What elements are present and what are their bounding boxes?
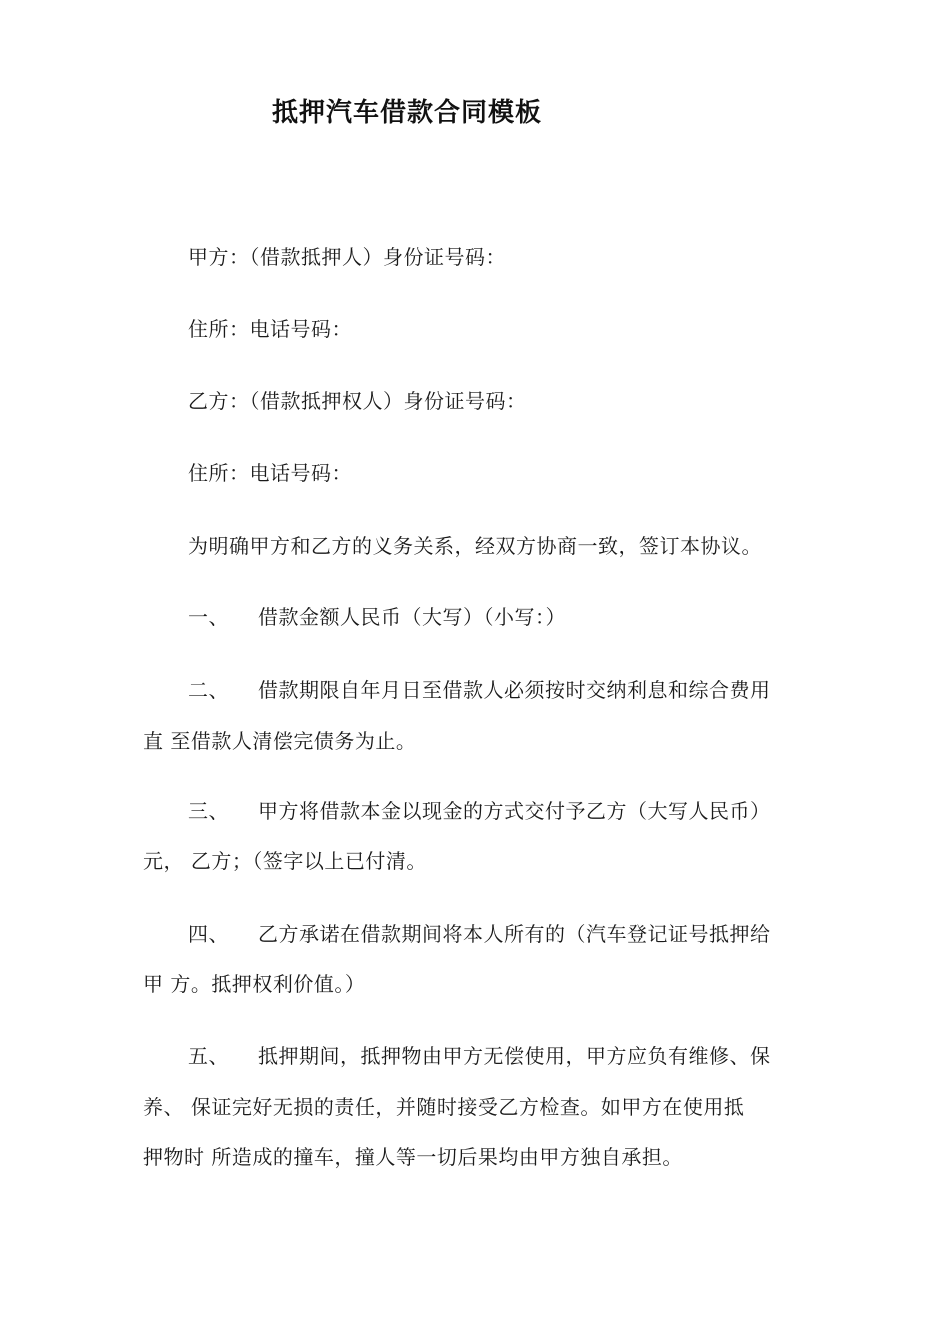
clause-number: 二、 <box>188 678 229 702</box>
party-a-address-line: 住所：电话号码： <box>188 317 352 341</box>
clause-2 <box>188 676 771 704</box>
document-title: 抵押汽车借款合同模板 <box>272 98 543 128</box>
clause-3-continuation: 元， 乙方；（签字以上已付清。 <box>143 849 427 873</box>
clause-number: 四、 <box>188 922 229 946</box>
clause-text: 借款金额人民币（大写）（小写：） <box>258 605 566 629</box>
clause-5-continuation: 押物时 所造成的撞车，撞人等一切后果均由甲方独自承担。 <box>143 1145 683 1169</box>
clause-4 <box>188 920 771 948</box>
party-b-address-line: 住所：电话号码： <box>188 461 352 485</box>
preamble: 为明确甲方和乙方的义务关系，经双方协商一致，签订本协议。 <box>188 534 762 558</box>
clause-text: 甲方将借款本金以现金的方式交付予乙方（大写人民币） <box>258 799 771 823</box>
clause-text: 抵押期间，抵押物由甲方无偿使用，甲方应负有维修、保 <box>258 1044 771 1068</box>
party-a-line: 甲方：（借款抵押人）身份证号码： <box>188 245 506 269</box>
clause-2-continuation: 直 至借款人清偿完债务为止。 <box>143 729 417 753</box>
clause-text: 借款期限自年月日至借款人必须按时交纳利息和综合费用 <box>258 678 771 702</box>
clause-number: 一、 <box>188 605 229 629</box>
clause-number: 五、 <box>188 1044 229 1068</box>
clause-5 <box>188 1042 771 1070</box>
clause-3 <box>188 797 771 825</box>
clause-text: 乙方承诺在借款期间将本人所有的（汽车登记证号抵押给 <box>258 922 771 946</box>
clause-4-continuation: 甲 方。抵押权利价值。） <box>143 972 366 996</box>
party-b-line: 乙方：（借款抵押权人）身份证号码： <box>188 389 527 413</box>
clause-number: 三、 <box>188 799 229 823</box>
clause-5-continuation: 养、 保证完好无损的责任，并随时接受乙方检查。如甲方在使用抵 <box>143 1095 745 1119</box>
clause-1 <box>188 603 566 631</box>
